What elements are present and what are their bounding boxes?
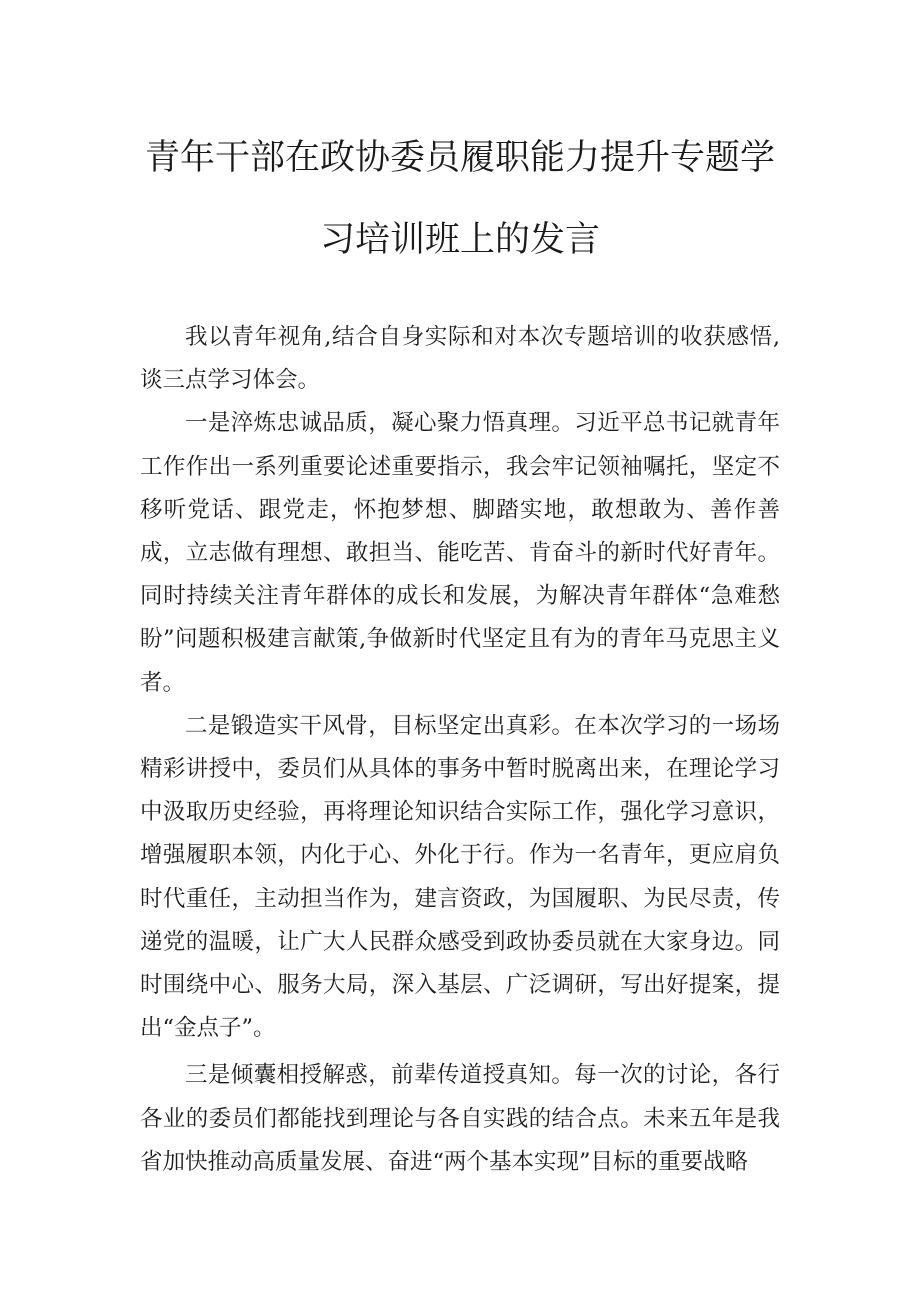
document-body: [140, 316, 780, 1184]
document-title-line-1: 青年干部在政协委员履职能力提升专题学: [144, 138, 775, 178]
document-title-line-2: 习培训班上的发言: [319, 220, 600, 260]
paragraph-point-1: 一是淬炼忠诚品质，凝心聚力悟真理。习近平总书记就青年工作作出一系列重要论述重要指示，我会牢记领袖嘱托，坚定不移听党话、跟党走，怀抱梦想、脚踏实地，敢想敢为、善作善成，立志做有理想、敢担当、能吃苦、肯奋斗的新时代好青年。同时持续关注青年群体的成长和发展，为解决青年群体“急难愁盼”问题积极建言献策,争做新时代坚定且有为的青年马克思主义者。: [140, 410, 780, 696]
paragraph-point-2: 二是锻造实干风骨，目标坚定出真彩。在本次学习的一场场精彩讲授中，委员们从具体的事务中暂时脱离出来，在理论学习中汲取历史经验，再将理论知识结合实际工作，强化学习意识，增强履职本领，内化于心、外化于行。作为一名青年，更应肩负时代重任，主动担当作为，建言资政，为国履职、为民尽责，传递党的温暖，让广大人民群众感受到政协委员就在大家身边。同时围绕中心、服务大局，深入基层、广泛调研，写出好提案，提出“金点子”。: [140, 712, 780, 1042]
paragraph-intro: 我以青年视角,结合自身实际和对本次专题培训的收获感悟,谈三点学习体会。: [140, 324, 780, 394]
paragraph-point-3: 三是倾囊相授解惑，前辈传道授真知。每一次的讨论，各行各业的委员们都能找到理论与各自实践的结合点。未来五年是我省加快推动高质量发展、奋进“两个基本实现”目标的重要战略: [140, 1062, 780, 1175]
